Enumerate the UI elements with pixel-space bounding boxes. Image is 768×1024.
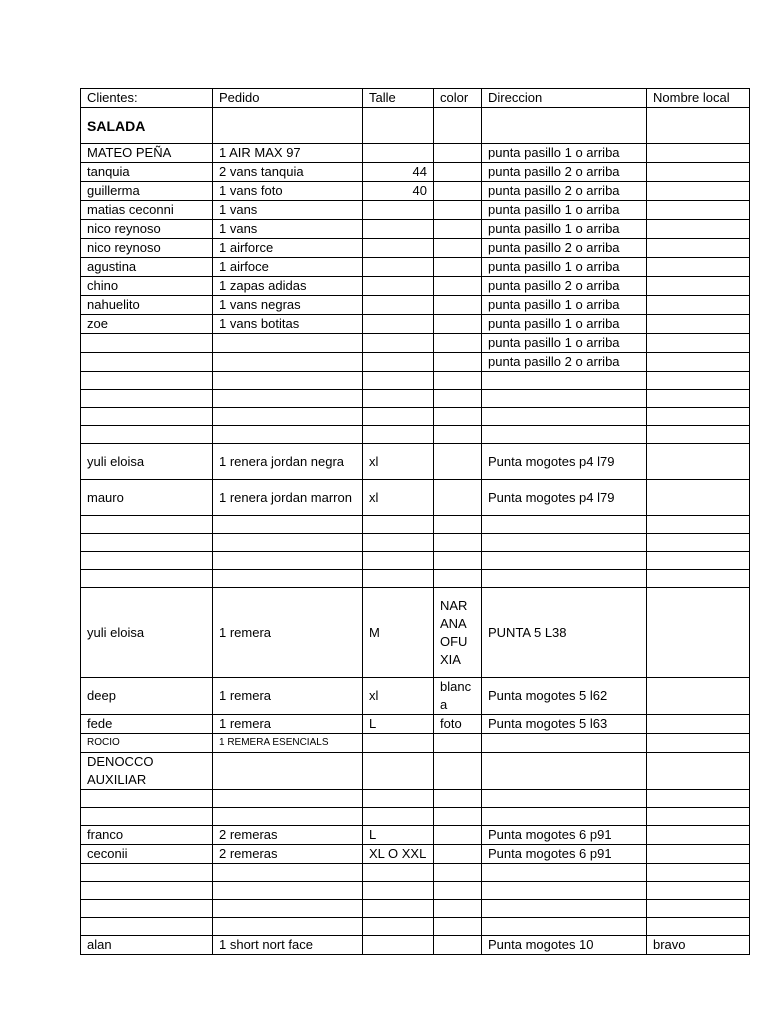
- size-cell: [363, 936, 434, 955]
- table-row: [81, 444, 750, 480]
- client-cell: [81, 534, 213, 552]
- table-row: [81, 678, 750, 715]
- store-cell: [647, 334, 750, 353]
- address-cell: [482, 552, 647, 570]
- size-cell: [363, 918, 434, 936]
- client-cell: [81, 808, 213, 826]
- color-cell: [434, 753, 482, 790]
- size-cell: [363, 315, 434, 334]
- store-cell: [647, 390, 750, 408]
- table-row: [81, 408, 750, 426]
- order-cell: 1 vans negras: [213, 296, 363, 315]
- size-cell: [363, 864, 434, 882]
- table-row: [81, 144, 750, 163]
- client-cell: ceconii: [81, 845, 213, 864]
- address-cell: Punta mogotes 5 l62: [482, 678, 647, 715]
- size-cell: [363, 734, 434, 753]
- address-cell: Punta mogotes p4 l79: [482, 480, 647, 516]
- color-cell: foto: [434, 715, 482, 734]
- table-row: [81, 315, 750, 334]
- size-cell: [363, 552, 434, 570]
- client-cell: mauro: [81, 480, 213, 516]
- table-row: [81, 426, 750, 444]
- order-cell: 1 airfoce: [213, 258, 363, 277]
- store-cell: [647, 808, 750, 826]
- client-cell: nahuelito: [81, 296, 213, 315]
- table-row: [81, 480, 750, 516]
- color-cell: [434, 882, 482, 900]
- order-cell: 1 zapas adidas: [213, 277, 363, 296]
- address-cell: [482, 426, 647, 444]
- order-cell: [213, 108, 363, 144]
- color-cell: NARANAOFUXIA: [434, 588, 482, 678]
- order-cell: [213, 426, 363, 444]
- table-row: [81, 936, 750, 955]
- client-cell: yuli eloisa: [81, 588, 213, 678]
- client-cell: chino: [81, 277, 213, 296]
- table-row: [81, 570, 750, 588]
- size-cell: [363, 239, 434, 258]
- store-cell: [647, 144, 750, 163]
- address-cell: punta pasillo 1 o arriba: [482, 315, 647, 334]
- store-cell: [647, 296, 750, 315]
- color-cell: [434, 900, 482, 918]
- color-cell: [434, 296, 482, 315]
- color-cell: [434, 220, 482, 239]
- table-row: [81, 790, 750, 808]
- size-cell: [363, 277, 434, 296]
- client-cell: zoe: [81, 315, 213, 334]
- client-cell: [81, 390, 213, 408]
- color-cell: [434, 845, 482, 864]
- table-row: [81, 864, 750, 882]
- size-cell: L: [363, 715, 434, 734]
- order-cell: [213, 864, 363, 882]
- client-cell: DENOCCO AUXILIAR: [81, 753, 213, 790]
- table-row: [81, 900, 750, 918]
- table-row: [81, 845, 750, 864]
- table-row: [81, 588, 750, 678]
- address-cell: punta pasillo 2 o arriba: [482, 182, 647, 201]
- client-cell: franco: [81, 826, 213, 845]
- address-cell: [482, 372, 647, 390]
- table-row: [81, 372, 750, 390]
- table-row: [81, 277, 750, 296]
- color-cell: [434, 918, 482, 936]
- table-row: [81, 715, 750, 734]
- size-cell: [363, 334, 434, 353]
- table-row: [81, 552, 750, 570]
- section-row: [81, 108, 750, 144]
- client-cell: ROCIO: [81, 734, 213, 753]
- header-cell: Nombre local: [647, 89, 750, 108]
- store-cell: [647, 678, 750, 715]
- table-row: [81, 734, 750, 753]
- size-cell: [363, 790, 434, 808]
- address-cell: [482, 534, 647, 552]
- store-cell: [647, 753, 750, 790]
- address-cell: [482, 790, 647, 808]
- color-cell: [434, 372, 482, 390]
- order-cell: [213, 882, 363, 900]
- store-cell: bravo: [647, 936, 750, 955]
- client-cell: [81, 372, 213, 390]
- client-cell: tanquia: [81, 163, 213, 182]
- color-cell: [434, 808, 482, 826]
- size-cell: [363, 408, 434, 426]
- store-cell: [647, 552, 750, 570]
- color-cell: [434, 408, 482, 426]
- table-row: [81, 258, 750, 277]
- color-cell: [434, 426, 482, 444]
- size-cell: XL O XXL: [363, 845, 434, 864]
- color-cell: [434, 516, 482, 534]
- store-cell: [647, 734, 750, 753]
- client-cell: nico reynoso: [81, 239, 213, 258]
- order-cell: 1 remera: [213, 588, 363, 678]
- table-row: [81, 163, 750, 182]
- color-cell: [434, 826, 482, 845]
- address-cell: punta pasillo 2 o arriba: [482, 353, 647, 372]
- order-cell: 1 renera jordan marron: [213, 480, 363, 516]
- order-cell: 1 vans: [213, 220, 363, 239]
- table-row: [81, 390, 750, 408]
- color-cell: [434, 734, 482, 753]
- size-cell: [363, 900, 434, 918]
- order-cell: [213, 753, 363, 790]
- order-cell: 1 vans: [213, 201, 363, 220]
- order-cell: 1 short nort face: [213, 936, 363, 955]
- address-cell: [482, 882, 647, 900]
- client-cell: MATEO PEÑA: [81, 144, 213, 163]
- size-cell: xl: [363, 480, 434, 516]
- size-cell: xl: [363, 678, 434, 715]
- order-cell: [213, 552, 363, 570]
- address-cell: [482, 390, 647, 408]
- table-row: [81, 182, 750, 201]
- address-cell: punta pasillo 1 o arriba: [482, 258, 647, 277]
- header-cell: Clientes:: [81, 89, 213, 108]
- store-cell: [647, 570, 750, 588]
- order-cell: [213, 534, 363, 552]
- client-cell: nico reynoso: [81, 220, 213, 239]
- color-cell: [434, 864, 482, 882]
- store-cell: [647, 258, 750, 277]
- order-cell: [213, 372, 363, 390]
- store-cell: [647, 534, 750, 552]
- size-cell: [363, 258, 434, 277]
- header-cell: Direccion: [482, 89, 647, 108]
- size-cell: [363, 220, 434, 239]
- order-cell: [213, 390, 363, 408]
- store-cell: [647, 372, 750, 390]
- client-cell: [81, 426, 213, 444]
- store-cell: [647, 588, 750, 678]
- size-cell: 44: [363, 163, 434, 182]
- client-cell: [81, 918, 213, 936]
- size-cell: [363, 570, 434, 588]
- client-cell: [81, 882, 213, 900]
- store-cell: [647, 182, 750, 201]
- table-row: [81, 808, 750, 826]
- order-cell: 1 airforce: [213, 239, 363, 258]
- address-cell: punta pasillo 1 o arriba: [482, 220, 647, 239]
- color-cell: [434, 534, 482, 552]
- client-cell: fede: [81, 715, 213, 734]
- size-cell: [363, 390, 434, 408]
- store-cell: [647, 480, 750, 516]
- color-cell: [434, 182, 482, 201]
- client-cell: [81, 570, 213, 588]
- client-cell: guillerma: [81, 182, 213, 201]
- store-cell: [647, 315, 750, 334]
- order-cell: 1 REMERA ESENCIALS: [213, 734, 363, 753]
- order-cell: 1 remera: [213, 715, 363, 734]
- color-cell: [434, 163, 482, 182]
- client-cell: [81, 516, 213, 534]
- color-cell: [434, 936, 482, 955]
- client-cell: alan: [81, 936, 213, 955]
- store-cell: [647, 918, 750, 936]
- order-cell: [213, 353, 363, 372]
- color-cell: [434, 144, 482, 163]
- size-cell: xl: [363, 444, 434, 480]
- client-cell: SALADA: [81, 108, 213, 144]
- address-cell: Punta mogotes 6 p91: [482, 845, 647, 864]
- address-cell: punta pasillo 2 o arriba: [482, 277, 647, 296]
- store-cell: [647, 239, 750, 258]
- color-cell: [434, 552, 482, 570]
- table-row: [81, 918, 750, 936]
- size-cell: [363, 753, 434, 790]
- order-cell: 1 AIR MAX 97: [213, 144, 363, 163]
- address-cell: [482, 408, 647, 426]
- color-cell: [434, 315, 482, 334]
- store-cell: [647, 826, 750, 845]
- address-cell: [482, 900, 647, 918]
- table-row: [81, 534, 750, 552]
- order-cell: [213, 900, 363, 918]
- size-cell: [363, 882, 434, 900]
- color-cell: [434, 108, 482, 144]
- size-cell: [363, 108, 434, 144]
- address-cell: Punta mogotes 5 l63: [482, 715, 647, 734]
- address-cell: Punta mogotes 10: [482, 936, 647, 955]
- header-cell: color: [434, 89, 482, 108]
- color-cell: [434, 277, 482, 296]
- size-cell: M: [363, 588, 434, 678]
- address-cell: punta pasillo 1 o arriba: [482, 201, 647, 220]
- color-cell: [434, 201, 482, 220]
- size-cell: [363, 372, 434, 390]
- store-cell: [647, 108, 750, 144]
- size-cell: 40: [363, 182, 434, 201]
- address-cell: [482, 108, 647, 144]
- order-cell: [213, 918, 363, 936]
- order-cell: 1 renera jordan negra: [213, 444, 363, 480]
- size-cell: [363, 144, 434, 163]
- table-row: [81, 239, 750, 258]
- size-cell: [363, 516, 434, 534]
- table-row: [81, 296, 750, 315]
- store-cell: [647, 163, 750, 182]
- store-cell: [647, 882, 750, 900]
- size-cell: [363, 353, 434, 372]
- order-cell: 2 remeras: [213, 845, 363, 864]
- address-cell: [482, 570, 647, 588]
- color-cell: [434, 334, 482, 353]
- order-cell: [213, 516, 363, 534]
- address-cell: [482, 753, 647, 790]
- client-cell: [81, 353, 213, 372]
- size-cell: [363, 296, 434, 315]
- client-cell: [81, 408, 213, 426]
- table-row: [81, 334, 750, 353]
- address-cell: punta pasillo 1 o arriba: [482, 296, 647, 315]
- address-cell: [482, 918, 647, 936]
- store-cell: [647, 426, 750, 444]
- table-row: [81, 220, 750, 239]
- client-cell: [81, 900, 213, 918]
- size-cell: [363, 426, 434, 444]
- store-cell: [647, 845, 750, 864]
- color-cell: [434, 790, 482, 808]
- order-cell: 1 vans foto: [213, 182, 363, 201]
- color-cell: [434, 258, 482, 277]
- table-row: [81, 882, 750, 900]
- order-cell: 2 remeras: [213, 826, 363, 845]
- client-cell: [81, 864, 213, 882]
- address-cell: punta pasillo 1 o arriba: [482, 144, 647, 163]
- order-cell: 1 remera: [213, 678, 363, 715]
- order-cell: [213, 334, 363, 353]
- address-cell: PUNTA 5 L38: [482, 588, 647, 678]
- client-cell: [81, 334, 213, 353]
- color-cell: [434, 444, 482, 480]
- table-row: [81, 753, 750, 790]
- address-cell: Punta mogotes p4 l79: [482, 444, 647, 480]
- table-row: [81, 353, 750, 372]
- table-row: [81, 201, 750, 220]
- size-cell: [363, 201, 434, 220]
- address-cell: Punta mogotes 6 p91: [482, 826, 647, 845]
- store-cell: [647, 444, 750, 480]
- client-cell: [81, 552, 213, 570]
- size-cell: [363, 808, 434, 826]
- orders-table: [80, 88, 750, 955]
- order-cell: 1 vans botitas: [213, 315, 363, 334]
- color-cell: [434, 480, 482, 516]
- address-cell: [482, 516, 647, 534]
- header-cell: Talle: [363, 89, 434, 108]
- store-cell: [647, 516, 750, 534]
- client-cell: [81, 790, 213, 808]
- order-cell: [213, 790, 363, 808]
- address-cell: [482, 808, 647, 826]
- color-cell: [434, 570, 482, 588]
- address-cell: [482, 734, 647, 753]
- store-cell: [647, 790, 750, 808]
- store-cell: [647, 353, 750, 372]
- client-cell: matias ceconni: [81, 201, 213, 220]
- store-cell: [647, 864, 750, 882]
- address-cell: punta pasillo 2 o arriba: [482, 163, 647, 182]
- store-cell: [647, 201, 750, 220]
- client-cell: yuli eloisa: [81, 444, 213, 480]
- order-cell: [213, 408, 363, 426]
- size-cell: L: [363, 826, 434, 845]
- color-cell: blanca: [434, 678, 482, 715]
- color-cell: [434, 353, 482, 372]
- order-cell: [213, 808, 363, 826]
- store-cell: [647, 277, 750, 296]
- table-row: [81, 516, 750, 534]
- header-row: [81, 89, 750, 108]
- store-cell: [647, 408, 750, 426]
- store-cell: [647, 220, 750, 239]
- order-cell: [213, 570, 363, 588]
- address-cell: punta pasillo 1 o arriba: [482, 334, 647, 353]
- store-cell: [647, 900, 750, 918]
- color-cell: [434, 239, 482, 258]
- order-cell: 2 vans tanquia: [213, 163, 363, 182]
- address-cell: punta pasillo 2 o arriba: [482, 239, 647, 258]
- color-cell: [434, 390, 482, 408]
- table-row: [81, 826, 750, 845]
- store-cell: [647, 715, 750, 734]
- client-cell: agustina: [81, 258, 213, 277]
- header-cell: Pedido: [213, 89, 363, 108]
- client-cell: deep: [81, 678, 213, 715]
- size-cell: [363, 534, 434, 552]
- address-cell: [482, 864, 647, 882]
